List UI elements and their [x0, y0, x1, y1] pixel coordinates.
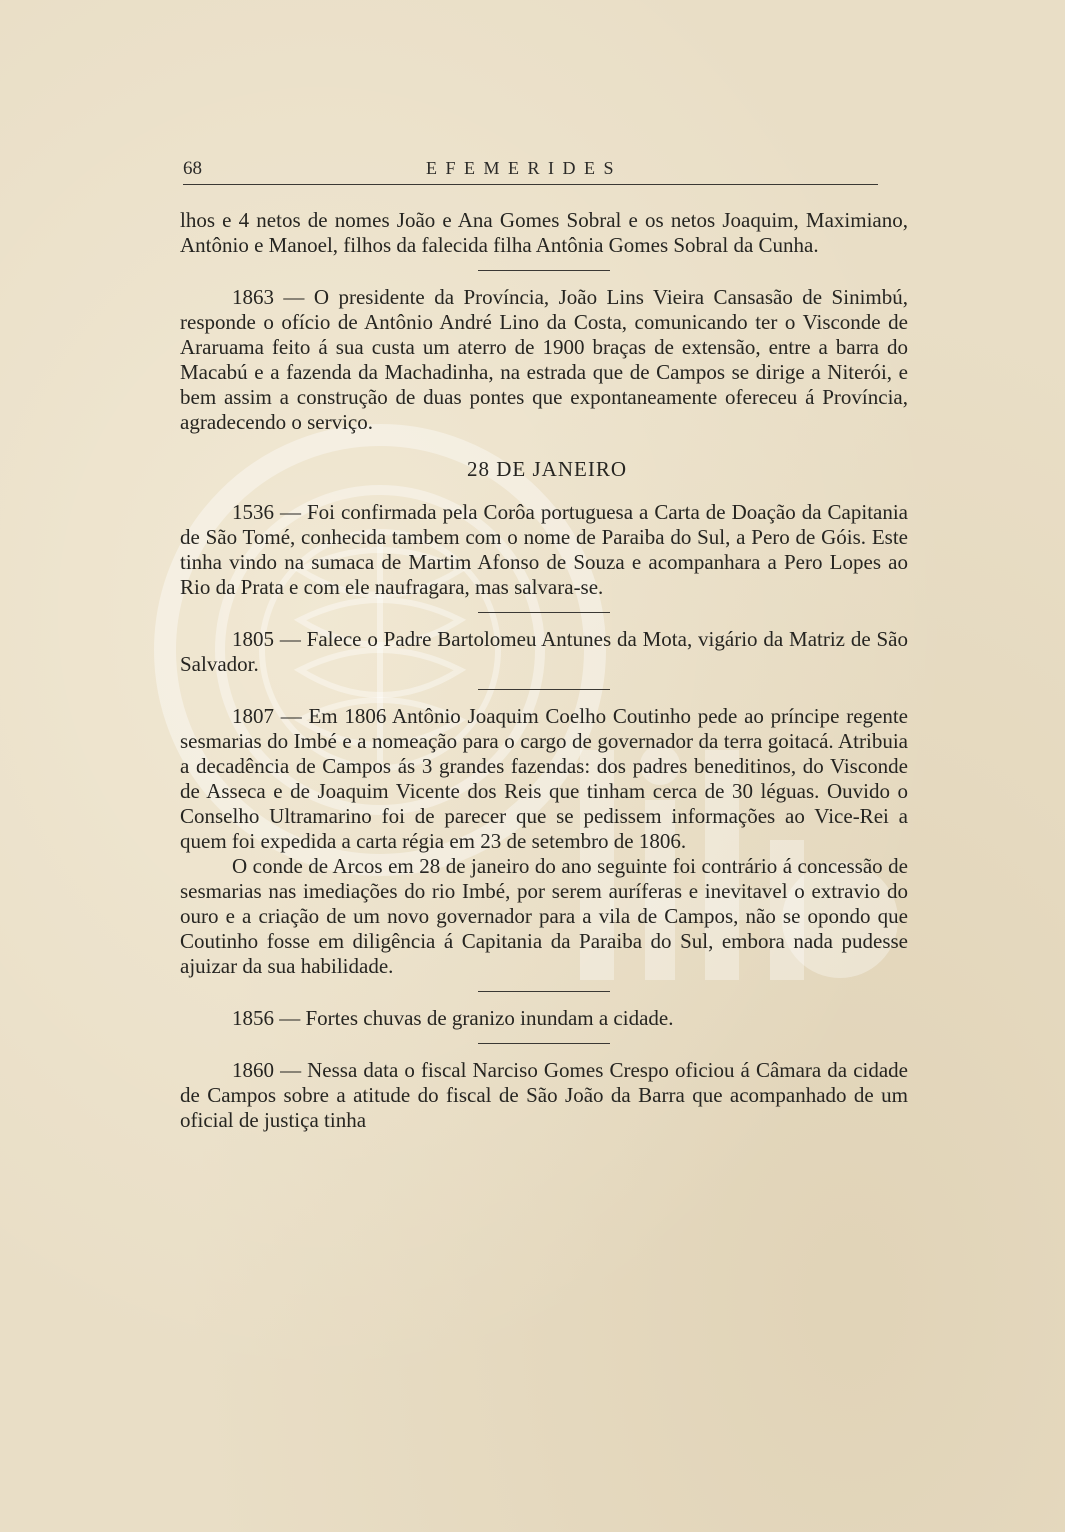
entry-separator — [478, 689, 610, 690]
page-body — [180, 208, 908, 1133]
entry-1807: 1807 — Em 1806 Antônio Joaquim Coelho Coutinho pede ao príncipe regente sesmarias do Imbé e a nomeação para o cargo de governador da terra goitacá. Atribuia a decadência de Campos ás 3 grandes fazendas: dos padres beneditinos, do Visconde de Asseca e de Joaquim Vicente dos Reis que tinham cerca de 30 léguas. Ouvido o Conselho Ultramarino foi de parecer que se pedissem informações ao Vice-Rei a quem foi expedida a carta régia em 23 de setembro de 1806. — [180, 704, 908, 853]
entry-1805: 1805 — Falece o Padre Bartolomeu Antunes da Mota, vigário da Matriz de São Salvador. — [180, 627, 908, 676]
page-header — [183, 158, 883, 186]
entry-separator — [478, 1043, 610, 1044]
running-title: EFEMERIDES — [426, 158, 623, 178]
entry-separator — [478, 612, 610, 613]
entry-1536: 1536 — Foi confirmada pela Corôa portuguesa a Carta de Doação da Capitania de São Tomé, conhecida tambem com o nome de Paraiba do Sul, a Pero de Góis. Este tinha vindo na sumaca de Martim Afonso de Souza e acompanhara a Pero Lopes ao Rio da Prata e com ele naufragara, mas salvara-se. — [180, 500, 908, 599]
page-number: 68 — [183, 158, 202, 179]
entry-separator — [478, 991, 610, 992]
date-heading: 28 DE JANEIRO — [467, 457, 627, 481]
paragraph-continuation: lhos e 4 netos de nomes João e Ana Gomes Sobral e os netos Joaquim, Maximiano, Antônio e Manoel, filhos da falecida filha Antônia Gomes Sobral da Cunha. — [180, 208, 908, 257]
entry-1807-continued: O conde de Arcos em 28 de janeiro do ano seguinte foi contrário á concessão de sesmarias nas imediações do rio Imbé, por serem auríferas e inevitavel o extravio do ouro e a criação de um novo governador para a vila de Campos, não se opondo que Coutinho fosse em diligência á Capitania da Paraiba do Sul, embora nada pudesse ajuizar da sua habilidade. — [180, 854, 908, 978]
header-rule — [183, 184, 878, 185]
entry-1856: 1856 — Fortes chuvas de granizo inundam a cidade. — [232, 1006, 674, 1030]
entry-separator — [478, 270, 610, 271]
entry-1863: 1863 — O presidente da Província, João Lins Vieira Cansasão de Sinimbú, responde o ofício de Antônio André Lino da Costa, comunicando ter o Visconde de Araruama feito á sua custa um aterro de 1900 braças de extensão, entre a barra do Macabú e a fazenda da Machadinha, na estrada que de Campos se dirige a Niterói, e bem assim a construção de duas pontes que expontaneamente ofereceu á Província, agradecendo o serviço. — [180, 285, 908, 434]
entry-1860: 1860 — Nessa data o fiscal Narciso Gomes Crespo oficiou á Câmara da cidade de Campos sobre a atitude do fiscal de São João da Barra que acompanhado de um oficial de justiça tinha — [180, 1058, 908, 1132]
